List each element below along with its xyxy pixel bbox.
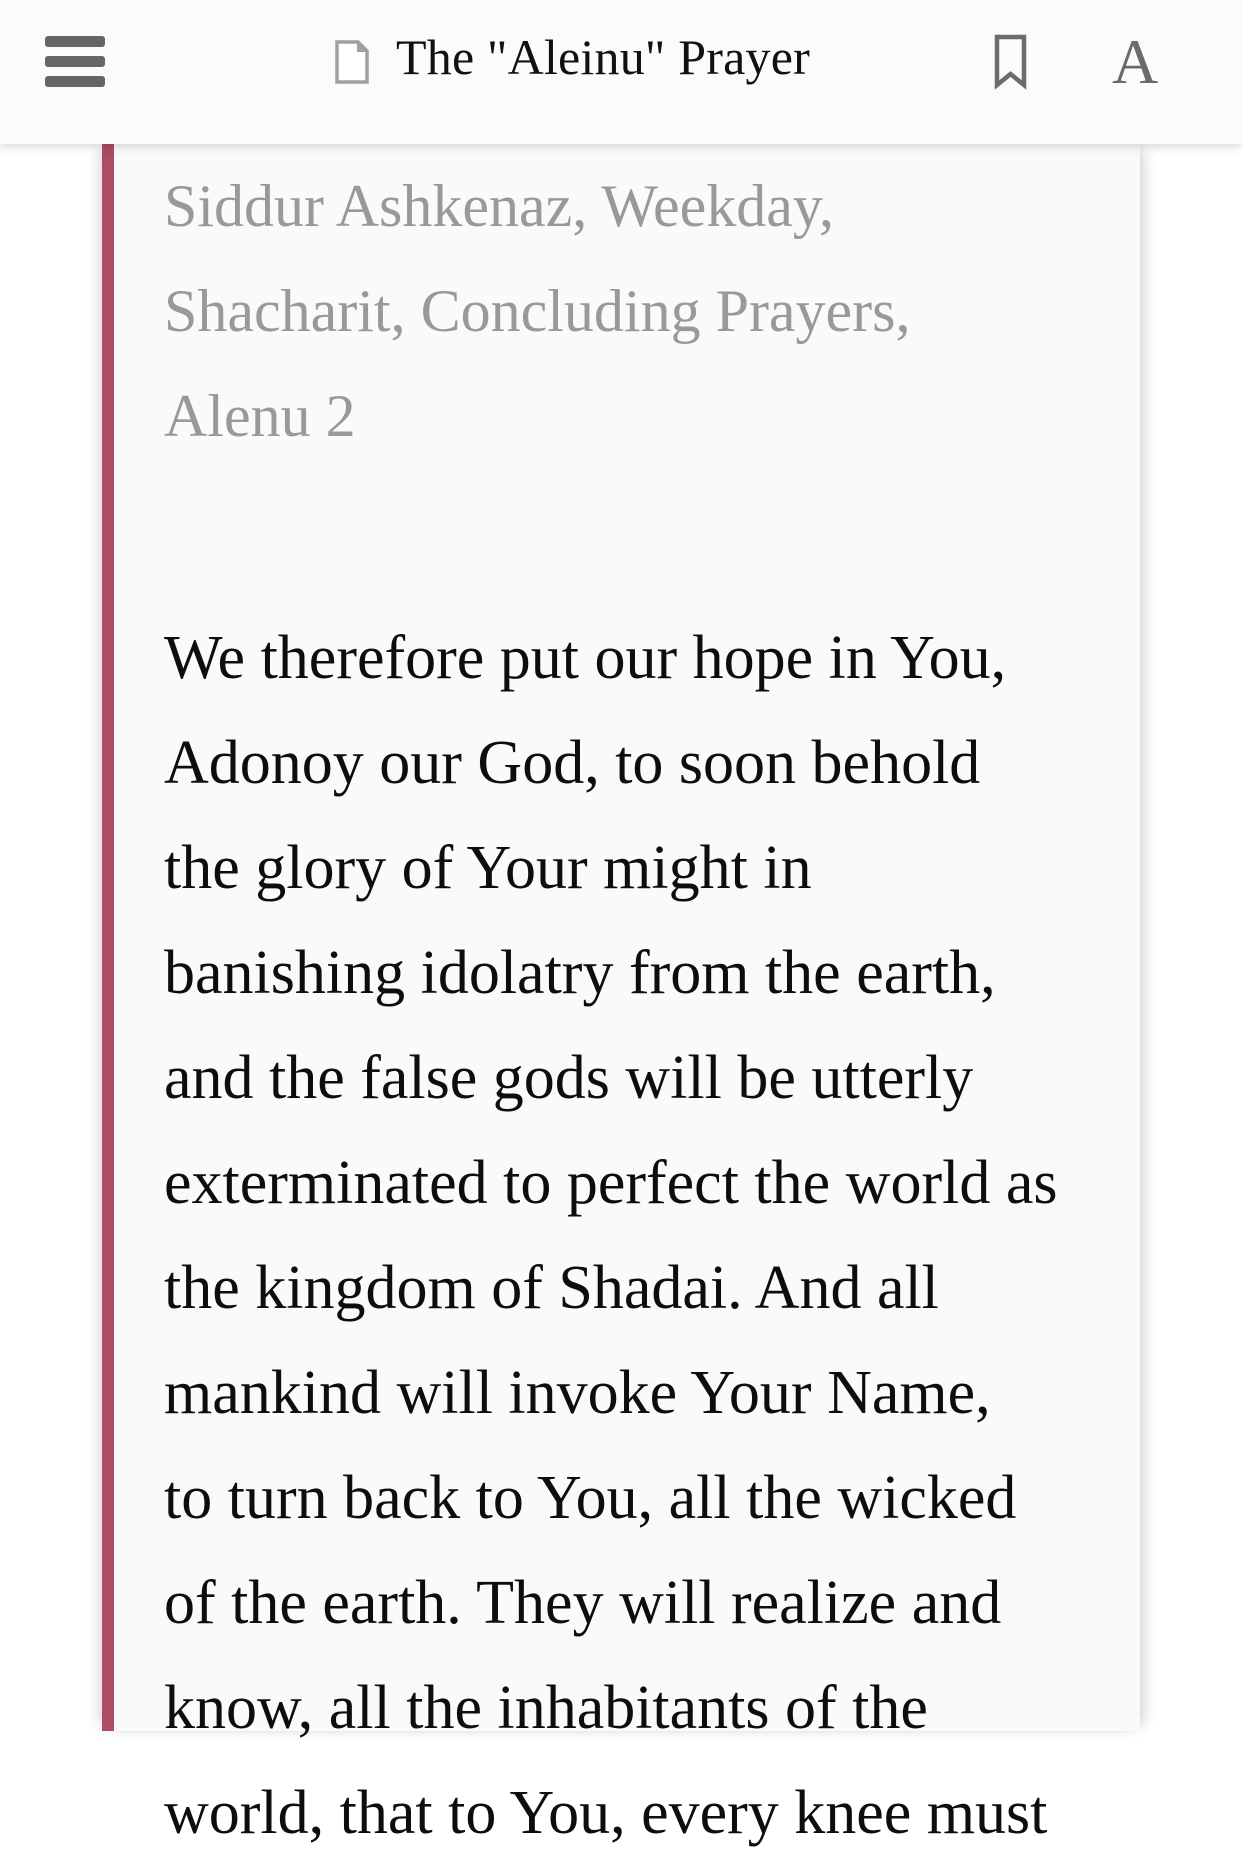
- page-title: The "Aleinu" Prayer: [396, 29, 810, 85]
- title-area: [334, 22, 810, 92]
- text-line: Adonoy our God, to soon behold: [164, 729, 981, 797]
- bookmark-icon: [994, 34, 1028, 90]
- font-size-icon: A: [1112, 26, 1159, 97]
- document-icon: [334, 39, 370, 85]
- bookmark-button[interactable]: [994, 34, 1028, 90]
- text-line: banishing idolatry from the earth,: [164, 939, 996, 1007]
- text-line: We therefore put our hope in You,: [164, 624, 1007, 692]
- text-line: know, all the inhabitants of the: [164, 1674, 928, 1742]
- text-line: the glory of Your might in: [164, 834, 812, 902]
- section-reference[interactable]: [164, 154, 1064, 469]
- reference-line: Alenu 2: [164, 383, 356, 449]
- text-line: the kingdom of Shadai. And all: [164, 1254, 939, 1322]
- text-line: world, that to You, every knee must: [164, 1779, 1048, 1847]
- reference-line: Shacharit, Concluding Prayers,: [164, 278, 911, 344]
- text-line: exterminated to perfect the world as: [164, 1149, 1058, 1217]
- prayer-text: [164, 606, 1124, 1866]
- font-settings-button[interactable]: [1112, 22, 1158, 102]
- text-line: of the earth. They will realize and: [164, 1569, 1002, 1637]
- menu-button[interactable]: [42, 34, 108, 90]
- text-section: [102, 144, 1140, 1847]
- text-line: and the false gods will be utterly: [164, 1044, 974, 1112]
- text-line: mankind will invoke Your Name,: [164, 1359, 991, 1427]
- reference-line: Siddur Ashkenaz, Weekday,: [164, 173, 835, 239]
- top-bar: [0, 0, 1242, 144]
- text-line: to turn back to You, all the wicked: [164, 1464, 1017, 1532]
